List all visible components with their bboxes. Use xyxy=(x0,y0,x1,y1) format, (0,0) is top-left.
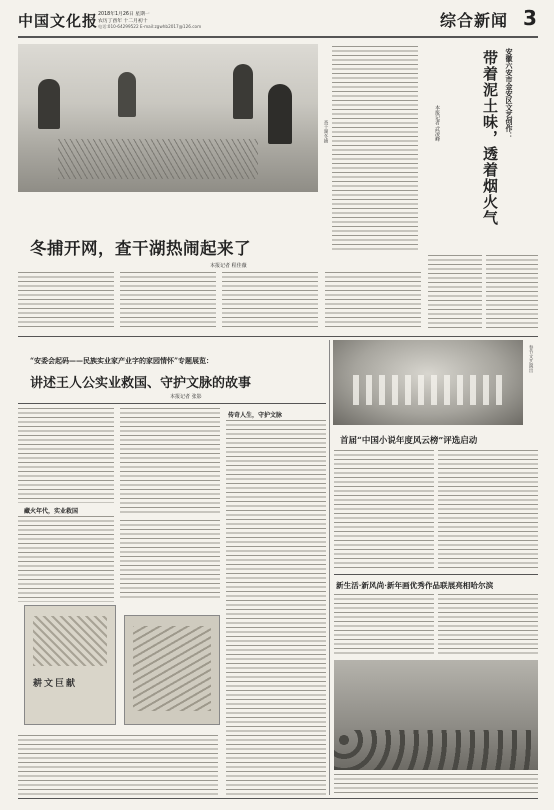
yuanxiao-body-col-2 xyxy=(438,594,538,654)
feature-section-1: 藏火年代，实业救国 xyxy=(24,508,79,515)
selection-rule xyxy=(334,574,538,575)
masthead xyxy=(18,8,538,34)
performance-photo xyxy=(333,340,523,425)
yuanxiao-body-col-1 xyxy=(334,594,434,654)
feature-body-col-3 xyxy=(226,420,326,795)
feature-body-col-1c xyxy=(18,735,218,795)
side-body-col-1 xyxy=(428,255,482,330)
feature-image xyxy=(24,605,224,730)
lead-photo-caption: 查干湖冬捕 xyxy=(323,120,328,143)
feature-rule xyxy=(18,403,326,404)
feature-byline: 本报记者 张影 xyxy=(170,394,202,400)
feature-body-col-2 xyxy=(120,408,220,516)
book-pattern xyxy=(133,626,211,711)
lead-body-col-1 xyxy=(18,272,114,330)
lead-photo xyxy=(18,44,318,192)
selection-headline: 首届“中国小说年度风云榜”评选启动 xyxy=(340,436,478,446)
side-kicker: 安徽六安市金安区文艺创作： xyxy=(505,48,514,139)
bottom-photo-caption-text xyxy=(334,774,538,794)
feature-kicker: “安委会起码——民族实业家产业字的家园情怀”专题展览： xyxy=(30,356,214,365)
lead-byline: 本报记者 程佳薇 xyxy=(210,263,247,269)
side-headline: 带着泥土味，透着烟火气 xyxy=(481,50,499,226)
column-divider xyxy=(329,340,330,795)
feature-body-col-1b xyxy=(18,516,114,602)
side-intro-text xyxy=(332,46,418,251)
masthead-rule xyxy=(18,36,538,38)
audience-silhouettes xyxy=(334,730,538,770)
book-pattern xyxy=(33,616,107,666)
fisherman-figure xyxy=(118,72,136,117)
feature-body-col-2b xyxy=(120,520,220,600)
masthead-lunar: 农历丁酉年 十二月初十 xyxy=(98,19,148,24)
newspaper-logo: 中国文化报 xyxy=(18,12,99,30)
lead-body-col-2 xyxy=(120,272,216,330)
side-byline: 本报记者 武凌峰 xyxy=(434,105,440,142)
page-number: 3 xyxy=(523,6,537,30)
dancer-row xyxy=(353,375,503,405)
masthead-date: 2018年1月26日 星期一 xyxy=(98,12,150,17)
performance-photo-caption: 春节文艺演出 xyxy=(528,345,533,373)
feature-body-col-1 xyxy=(18,408,114,503)
lead-body-col-3 xyxy=(222,272,318,330)
fisherman-figure xyxy=(233,64,253,119)
book-cover-2 xyxy=(124,615,220,725)
page-bottom-rule xyxy=(18,798,538,799)
book-cover-1 xyxy=(24,605,116,725)
selection-body-col-1 xyxy=(334,450,434,570)
feature-headline: 讲述王人公实业救国、守护文脉的故事 xyxy=(30,376,252,391)
selection-body-col-2 xyxy=(438,450,538,570)
fisherman-figure xyxy=(268,84,292,144)
side-body-col-2 xyxy=(486,255,538,330)
section-divider xyxy=(18,336,538,337)
section-title: 综合新闻 xyxy=(440,11,509,30)
lead-body-col-4 xyxy=(325,272,421,330)
bottom-photo xyxy=(334,660,538,770)
fisherman-figure xyxy=(38,79,60,129)
yuanxiao-headline: 新生活·新风尚·新年画优秀作品联展亮相哈尔滨 xyxy=(336,581,494,590)
lead-headline: 冬捕开网，查干湖热闹起来了 xyxy=(30,239,251,258)
feature-section-2: 传奇人生，守护文脉 xyxy=(228,412,283,419)
masthead-contact: 电话:010-64299522 E-mail:zgwhb2017@126.com xyxy=(98,24,202,29)
book-title: 耕文巨献 xyxy=(33,679,78,689)
fishing-net xyxy=(58,139,258,179)
